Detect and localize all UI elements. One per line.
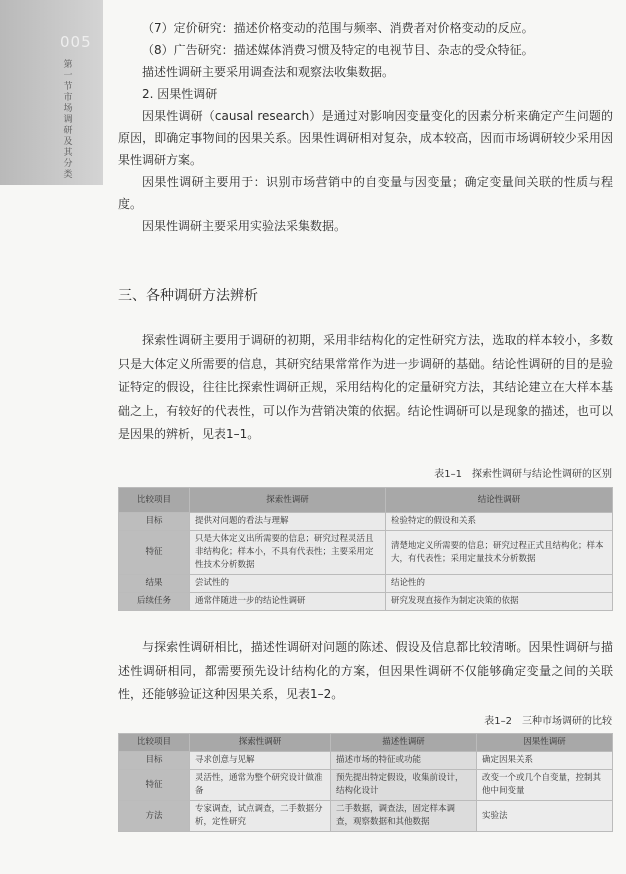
table-header-cell: 比较项目 bbox=[119, 488, 190, 513]
table-row bbox=[119, 513, 613, 531]
table-header-cell: 描述性调研 bbox=[331, 734, 477, 752]
table-cell: 检验特定的假设和关系 bbox=[386, 513, 613, 531]
row-label: 结果 bbox=[119, 575, 190, 593]
row-label: 特征 bbox=[119, 531, 190, 575]
table-cell: 结论性的 bbox=[386, 575, 613, 593]
table-cell: 提供对问题的看法与理解 bbox=[190, 513, 386, 531]
table-header-cell: 因果性调研 bbox=[477, 734, 613, 752]
top-text bbox=[118, 17, 613, 237]
table2-caption: 表1–2 三种市场调研的比较 bbox=[484, 716, 612, 727]
table-cell: 确定因果关系 bbox=[477, 752, 613, 770]
table-cell: 预先提出特定假设，收集前设计，结构化设计 bbox=[331, 770, 477, 801]
table-header-cell: 探索性调研 bbox=[190, 734, 331, 752]
paragraph-2: 与探索性调研相比，描述性调研对问题的陈述、假设及信息都比较清晰。因果性调研与描述性调研相同，都需要预先设计结构化的方案，但因果性调研不仅能够确定变量之间的关联性，还能够验证这种因果关系，见表1–2。 bbox=[118, 640, 613, 701]
table-cell: 专家调查，试点调查，二手数据分析，定性研究 bbox=[190, 801, 331, 832]
desc-method: 描述性调研主要采用调查法和观察法收集数据。 bbox=[142, 65, 395, 79]
chapter-sidebar bbox=[0, 0, 103, 185]
table-header-cell: 比较项目 bbox=[119, 734, 190, 752]
row-label: 特征 bbox=[119, 770, 190, 801]
table-cell: 灵活性，通常为整个研究设计做准备 bbox=[190, 770, 331, 801]
row-label: 目标 bbox=[119, 513, 190, 531]
table-row bbox=[119, 752, 613, 770]
pricing-item: （7）定价研究：描述价格变动的范围与频率、消费者对价格变动的反应。 bbox=[142, 21, 534, 35]
table-cell: 只是大体定义出所需要的信息；研究过程灵活且非结构化；样本小，不具有代表性；主要采用定性技术分析数据 bbox=[190, 531, 386, 575]
table-cell: 描述市场的特征或功能 bbox=[331, 752, 477, 770]
table-row bbox=[119, 801, 613, 832]
table-header bbox=[119, 488, 613, 513]
causal-method: 因果性调研主要采用实验法采集数据。 bbox=[142, 219, 347, 233]
row-label: 后续任务 bbox=[119, 593, 190, 611]
row-label: 方法 bbox=[119, 801, 190, 832]
causal-heading: 2. 因果性调研 bbox=[142, 87, 218, 101]
table-1 bbox=[118, 487, 613, 611]
paragraph-1: 探索性调研主要用于调研的初期，采用非结构化的定性研究方法，选取的样本较小，多数只是大体定义所需要的信息，其研究结果常常作为进一步调研的基础。结论性调研的目的是验证特定的假设，往往比探索性调研正规，采用结构化的定量研究方法，其结论建立在大样本基础之上，有较好的代表性，可以作为营销决策的依据。结论性调研可以是现象的描述，也可以是因果的辨析，见表1–1。 bbox=[118, 333, 613, 441]
table-cell: 尝试性的 bbox=[190, 575, 386, 593]
table-row bbox=[119, 575, 613, 593]
section-title: 三、各种调研方法辨析 bbox=[118, 288, 258, 304]
table-header bbox=[119, 734, 613, 752]
row-label: 目标 bbox=[119, 752, 190, 770]
table-row bbox=[119, 770, 613, 801]
table-header-cell: 探索性调研 bbox=[190, 488, 386, 513]
advert-item: （8）广告研究：描述媒体消费习惯及特定的电视节目、杂志的受众特征。 bbox=[142, 43, 534, 57]
page-number: 005 bbox=[60, 33, 92, 51]
table-cell: 寻求创意与见解 bbox=[190, 752, 331, 770]
table-cell: 清楚地定义所需要的信息；研究过程正式且结构化；样本大，有代表性；采用定量技术分析数据 bbox=[386, 531, 613, 575]
table-cell: 研究发现直接作为制定决策的依据 bbox=[386, 593, 613, 611]
table1-caption: 表1–1 探索性调研与结论性调研的区别 bbox=[434, 469, 612, 480]
table-cell: 通常伴随进一步的结论性调研 bbox=[190, 593, 386, 611]
table-2 bbox=[118, 733, 613, 832]
causal-def: 因果性调研（causal research）是通过对影响因变量变化的因素分析来确定产生问题的原因，即确定事物间的因果关系。因果性调研相对复杂，成本较高，因而市场调研较少采用因果性调研方案。 bbox=[118, 109, 613, 167]
table-cell: 改变一个或几个自变量，控制其他中间变量 bbox=[477, 770, 613, 801]
table-cell: 实验法 bbox=[477, 801, 613, 832]
table-row bbox=[119, 593, 613, 611]
section-side-title: 第一节 市场调研及其分类 bbox=[63, 60, 73, 180]
table-cell: 二手数据，调查法，固定样本调查，观察数据和其他数据 bbox=[331, 801, 477, 832]
table-row bbox=[119, 531, 613, 575]
table-header-cell: 结论性调研 bbox=[386, 488, 613, 513]
causal-use: 因果性调研主要用于：识别市场营销中的自变量与因变量；确定变量间关联的性质与程度。 bbox=[118, 175, 613, 211]
